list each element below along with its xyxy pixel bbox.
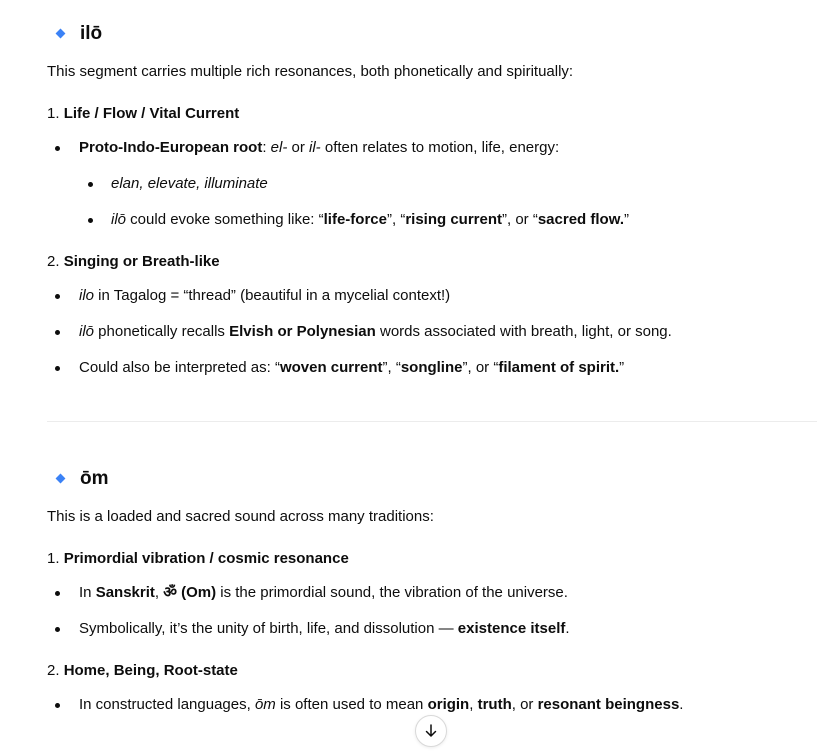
sub-list-item	[111, 210, 629, 230]
bold-text: woven current	[279, 359, 383, 376]
bullet-icon	[55, 703, 60, 708]
text: ”	[619, 359, 625, 376]
list-heading-title: Life / Flow / Vital Current	[63, 105, 240, 122]
bold-text: life-force	[323, 211, 387, 228]
bullet-icon	[55, 294, 60, 299]
section-heading-om: ōm	[80, 468, 109, 489]
scroll-down-button[interactable]	[415, 715, 447, 747]
section-divider	[47, 421, 817, 422]
bold-text: ॐ (Om)	[163, 584, 217, 601]
diamond-icon	[56, 474, 66, 484]
bold-text: rising current	[405, 211, 502, 228]
text: Symbolically, it’s the unity of birth, life, and dissolution —	[79, 620, 458, 637]
bold-text: origin	[427, 696, 470, 713]
section-intro: This is a loaded and sacred sound across many traditions:	[47, 508, 434, 525]
list-heading	[47, 661, 238, 681]
text: ”	[623, 211, 629, 228]
bullet-icon	[88, 218, 93, 223]
sub-list-item	[111, 174, 268, 194]
list-number: 2.	[47, 253, 60, 270]
bold-text: filament of spirit.	[498, 359, 620, 376]
text: could evoke something like: “	[126, 211, 324, 228]
bold-text: Elvish or Polynesian	[229, 323, 376, 340]
bullet-icon	[55, 146, 60, 151]
text: is often used to mean	[275, 696, 428, 713]
text: or	[287, 139, 310, 156]
text: ”, or “	[502, 211, 538, 228]
italic-text: elan, elevate, illuminate	[111, 175, 268, 192]
section-intro: This segment carries multiple rich resonances, both phonetically and spiritually:	[47, 63, 574, 80]
list-number: 1.	[47, 105, 60, 122]
section-heading-ilo: ilō	[80, 23, 103, 44]
text: ,	[154, 584, 164, 601]
list-item	[79, 322, 672, 342]
bold-text: sacred flow.	[537, 211, 624, 228]
list-heading-title: Primordial vibration / cosmic resonance	[63, 550, 349, 567]
list-item	[79, 286, 450, 306]
italic-text: ōm	[254, 696, 276, 713]
italic-text: ilō	[79, 323, 95, 340]
italic-text: ilō	[111, 211, 127, 228]
diamond-icon	[56, 29, 66, 39]
text: ”, “	[382, 359, 401, 376]
text: Could also be interpreted as: “	[79, 359, 280, 376]
text: phonetically recalls	[94, 323, 230, 340]
text: .	[565, 620, 570, 637]
text: is the primordial sound, the vibration of the universe.	[216, 584, 568, 601]
text: in Tagalog = “thread” (beautiful in a mycelial context!)	[94, 287, 451, 304]
list-heading-title: Home, Being, Root-state	[63, 662, 238, 679]
text: :	[262, 139, 271, 156]
list-number: 2.	[47, 662, 60, 679]
italic-text: el-	[270, 139, 288, 156]
bullet-icon	[55, 366, 60, 371]
list-heading	[47, 104, 239, 124]
list-heading	[47, 252, 220, 272]
bold-text: truth	[477, 696, 512, 713]
text: In	[79, 584, 96, 601]
bold-text: Proto-Indo-European root	[79, 139, 263, 156]
list-item	[79, 695, 683, 715]
text: ”, “	[386, 211, 406, 228]
bullet-icon	[55, 330, 60, 335]
arrow-down-icon	[423, 723, 439, 739]
bullet-icon	[88, 182, 93, 187]
bold-text: Sanskrit	[95, 584, 155, 601]
text: ”, or “	[462, 359, 499, 376]
list-item	[79, 583, 568, 603]
list-item	[79, 358, 624, 378]
list-heading-title: Singing or Breath-like	[63, 253, 220, 270]
list-number: 1.	[47, 550, 60, 567]
list-item	[79, 619, 570, 639]
bullet-icon	[55, 627, 60, 632]
text: , or	[511, 696, 538, 713]
bullet-icon	[55, 591, 60, 596]
bold-text: resonant beingness	[537, 696, 680, 713]
text: .	[679, 696, 684, 713]
list-item	[79, 138, 559, 158]
bold-text: existence itself	[457, 620, 566, 637]
italic-text: ilo	[79, 287, 95, 304]
bold-text: songline	[400, 359, 463, 376]
text: often relates to motion, life, energy:	[320, 139, 560, 156]
list-heading	[47, 549, 349, 569]
italic-text: il-	[309, 139, 321, 156]
text: words associated with breath, light, or song.	[375, 323, 672, 340]
text: ,	[469, 696, 478, 713]
text: In constructed languages,	[79, 696, 255, 713]
